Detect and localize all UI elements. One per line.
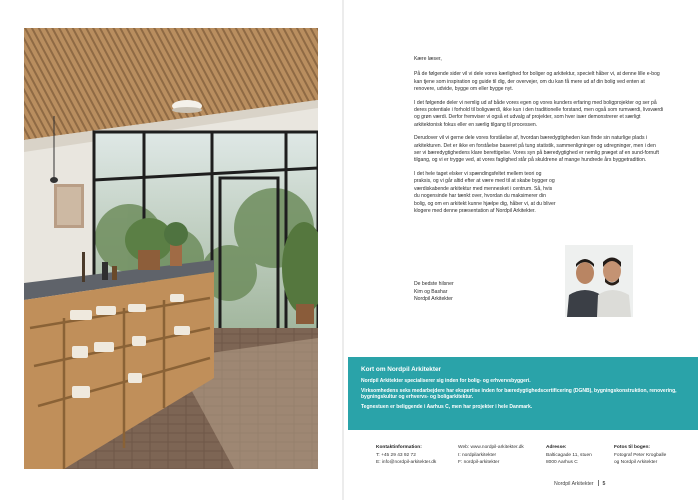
about-heading: Kort om Nordpil Arkitekter	[361, 366, 442, 373]
contact-column-address	[546, 444, 592, 467]
photos-label: Fotos til bogen:	[614, 445, 650, 450]
founders-portrait	[565, 245, 633, 317]
facebook-link[interactable]: F: nordpil-arkitekter	[458, 460, 500, 466]
contact-label: Kontaktinformation:	[376, 445, 422, 450]
signatory-company: Nordpil Arkitekter	[414, 296, 453, 303]
founders-portrait-illustration	[565, 245, 633, 317]
contact-email-link[interactable]: E: info@nordpil-arkitekter.dk	[376, 460, 437, 466]
signatory-names: Kim og Bashar	[414, 288, 448, 295]
letter-signoff	[414, 281, 454, 304]
letter-paragraph-2: I det følgende deler vi nemlig ud af både vores egen og vores kunders erfaring med boligprojekter og ser på deres potentiale i forhold til boligværdi, ikke kun i den traditionelle forstand, men også som rumværdi, livsværdi og grøn værdi. Derfor fremviser vi også et udvalg af projekter, som hver især demonstrerer et særligt arkitektonisk fokus eller en særlig tilgang til processen.	[414, 99, 664, 128]
contact-column-web	[458, 444, 524, 467]
footer-brand: Nordpil Arkitekter	[554, 481, 594, 487]
address-city: 8000 Aarhus C	[546, 460, 578, 466]
kitchen-interior-illustration	[24, 28, 318, 469]
page-number: 5	[602, 481, 606, 487]
about-box	[348, 357, 698, 430]
about-line-2: Virksomhedens seks medarbejdere har ekspertise inden for bæredygtighedscertificering (DGNB), bygningskonstruktion, renovering, bygningskultur og erhvervs- og boligarkitektur.	[361, 387, 677, 401]
about-line-3: Tegnestuen er beliggende i Aarhus C, men har projekter i hele Danmark.	[361, 404, 533, 411]
contact-column-phone	[376, 444, 436, 467]
address-street: Balticagade 11, stuen	[546, 452, 592, 458]
page-footer	[554, 480, 605, 487]
interior-photo	[24, 28, 318, 469]
closing-text: De bedste hilsner	[414, 281, 454, 287]
instagram-link[interactable]: I: nordpilarkitekter	[458, 452, 497, 458]
footer-divider	[598, 480, 599, 486]
left-page	[0, 0, 342, 500]
about-line-1: Nordpil Arkitekter specialiserer sig inden for bolig- og erhvervsbyggeri.	[361, 378, 531, 384]
letter-body	[414, 56, 664, 221]
letter-paragraph-1: På de følgende sider vil vi dele vores kærlighed for boliger og arkitektur, specielt håber vi, at denne lille e-bog kan tjene som inspiration og guide til dig, der overvejer, om du kan få mere ud af din bolig ved enten at renovere, udvide, bygge om eller bygge nyt.	[414, 71, 660, 93]
contact-phone: T: +45 29 43 92 72	[376, 452, 416, 458]
right-page	[344, 0, 698, 500]
letter-paragraph-4: I det hele taget elsker vi spændingsfeltet mellem teori og praksis, og vi går altid efter at være med til at skabe bygger og værdiskabende arkitektur med mennesket i centrum. Så, hvis du nogensinde har tænkt over, hvordan du maksimerer din bolig, og om en arkitekt kunne hjælpe dig, håber vi, at du bliver klogere med denne præsentation af Nordpil Arkitekter.	[414, 170, 556, 214]
contact-column-photos	[614, 444, 666, 467]
address-label: Adresse:	[546, 445, 567, 450]
photographer-line-2: og Nordpil Arkitekter	[614, 460, 658, 466]
website-link[interactable]: Web: www.nordpil-arkitekter.dk	[458, 445, 524, 450]
photographer-line-1: Fotograf Peter Krogballe	[614, 452, 667, 458]
letter-salutation: Kære læser,	[414, 56, 442, 62]
letter-paragraph-3: Derudover vil vi gerne dele vores forståelse af, hvordan bæredygtigheden kan finde sin naturlige plads i arkitekturen. Det er ikke en forståelse baseret på tung statistik, sammenligninger og udregninger, men i den ser vi bæredygtighedens klare berettigelse. Vores syn på bæredygtighed er nemlig præget af en sund-fornuft tilgang, og vi er trygge ved, at vores faglighed står på skuldrene af mange hundrede års byggetradition.	[414, 135, 659, 164]
